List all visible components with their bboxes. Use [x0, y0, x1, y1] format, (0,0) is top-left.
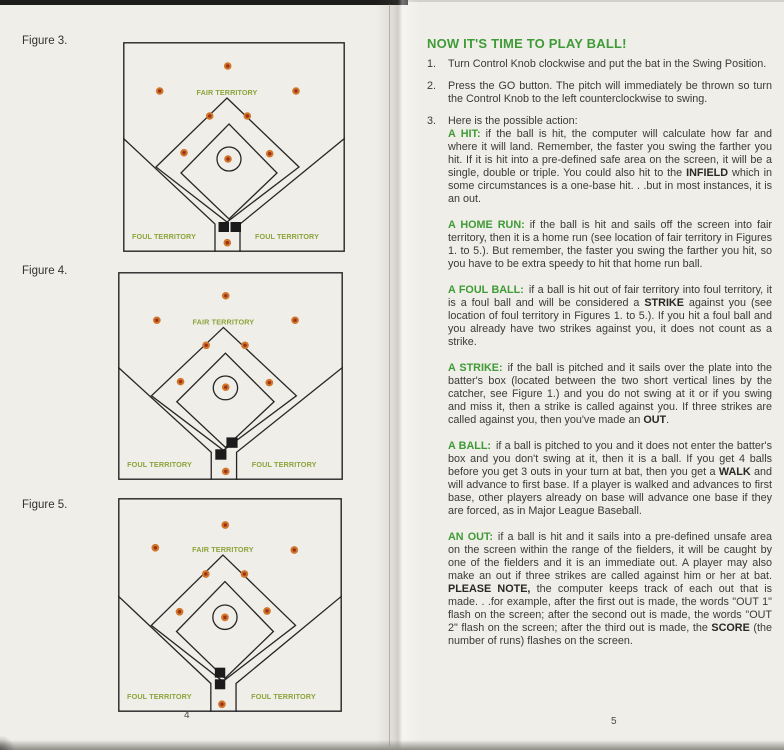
step-number: 1.: [427, 58, 437, 70]
body-text: which in some circumstances is a one-base hit. . .but in most instances, it is an out.: [448, 167, 772, 205]
fielder-dot-core: [220, 703, 223, 706]
body-text: if the ball is hit and sails off the screen into fair territory, then it is a home run (see location of fair territory in Figures 1. to 5.). But remember, the faster you swing the farther you hit, so you have to be extra speedy to hit that home run ball.: [448, 219, 773, 270]
field-border: [119, 499, 341, 711]
step-item-3: [427, 115, 772, 128]
emphasis-text: WALK: [718, 466, 751, 478]
fielder-dot-core: [293, 319, 296, 322]
instructions-column: [427, 36, 772, 648]
fielder-dot-core: [179, 380, 182, 383]
section-heading: A HIT:: [448, 128, 481, 140]
field-diagram-3: [123, 42, 345, 252]
field-border: [124, 43, 344, 251]
field-diagram-5: [118, 498, 342, 712]
fielder-dot-core: [224, 386, 227, 389]
emphasis-text: OUT: [643, 414, 667, 426]
action-section: [448, 284, 772, 349]
step-item-1: [427, 58, 772, 71]
fielder-dot-core: [155, 319, 158, 322]
step-number: 2.: [427, 80, 437, 92]
body-text: if a ball is pitched to you and it does not enter the batter's box and you don't swing at it, then it is a ball. If you get 4 balls before you get 3 outs in your turn at bat, then you get a: [448, 440, 772, 478]
right-page-number: 5: [611, 716, 617, 727]
fielder-dot-core: [158, 89, 161, 92]
batter-box: [231, 222, 242, 232]
page-crease-shadow: [376, 0, 420, 750]
steps-list: [427, 58, 772, 128]
step-text: Turn Control Knob clockwise and put the bat in the Swing Position.: [448, 58, 767, 70]
foul-territory-right-label: FOUL TERRITORY: [255, 232, 319, 241]
foul-territory-right-label: FOUL TERRITORY: [251, 691, 316, 701]
fair-territory-label: FAIR TERRITORY: [196, 88, 258, 97]
step-number: 3.: [427, 115, 437, 127]
fielder-dot-core: [178, 610, 181, 613]
page-crease-line: [389, 4, 390, 746]
fielder-dot-core: [265, 609, 268, 612]
fielder-dot-core: [294, 89, 297, 92]
action-section: [448, 362, 772, 427]
fielder-dot-core: [226, 64, 229, 67]
fielder-dot-core: [224, 294, 227, 297]
batter-box: [215, 679, 225, 689]
action-section: [448, 531, 772, 648]
action-section: [448, 440, 772, 518]
body-text: (the number of runs) flashes on the screen.: [448, 622, 772, 647]
field-diagram-4: [118, 272, 343, 480]
fielder-dot-core: [243, 344, 246, 347]
section-heading: AN OUT:: [448, 531, 493, 543]
section-heading: A BALL:: [448, 440, 492, 452]
body-text: if a ball is hit out of fair territory into foul territory, it is a foul ball and will be considered a: [448, 284, 772, 309]
foul-territory-left-label: FOUL TERRITORY: [132, 232, 196, 241]
fielder-dot-core: [182, 151, 185, 154]
fielder-dot-core: [204, 572, 207, 575]
body-text: against you (see location of foul territory in Figures 1. to 5.). If you hit a foul ball and you already have two strikes against you, it does not count as a strike.: [448, 297, 772, 348]
fielder-dot-core: [226, 157, 229, 160]
body-text: and will advance to first base. If a player is walked and advances to first base, other players already on base will advance one base if they are forced, as in Major League Baseball.: [448, 466, 773, 517]
step-text: Here is the possible action:: [448, 115, 578, 127]
scan-corner-shadow: [0, 736, 16, 750]
fielder-dot-core: [268, 381, 271, 384]
fielder-dot-core: [224, 470, 227, 473]
step-text: Press the GO button. The pitch will immediately be thrown so turn the Control Knob to the left counterclockwise to swing.: [448, 80, 772, 105]
fielder-dot-core: [204, 344, 207, 347]
section-heading: A HOME RUN:: [448, 219, 525, 231]
emphasis-text: INFIELD: [686, 167, 729, 179]
fielder-dot-core: [226, 241, 229, 244]
fielder-dot-core: [154, 546, 157, 549]
figure-label-4: Figure 4.: [22, 265, 68, 277]
foul-territory-left-label: FOUL TERRITORY: [127, 691, 192, 701]
left-page-number: 4: [184, 710, 190, 721]
step-item-2: [427, 80, 772, 106]
fair-territory-label: FAIR TERRITORY: [192, 317, 255, 327]
foul-territory-left-label: FOUL TERRITORY: [127, 460, 192, 470]
fielder-dot-core: [224, 523, 227, 526]
body-text: if the ball is pitched and it sails over the plate into the batter's box (located between the two short vertical lines by the catcher, see Figure 1.) and you do not swing at it or if you swing and miss it, then a strike is called against you. If three strikes are called against you, then you've made an: [448, 362, 772, 426]
action-sections: [448, 128, 772, 648]
body-text: the computer keeps track of each out that is made. . .for example, after the first out is made, the words "OUT 1" flash on the screen; after the second out is made, the words "OUT 2" flash on the screen; after the third out is made, the: [448, 583, 772, 634]
foul-territory-right-label: FOUL TERRITORY: [251, 460, 317, 470]
fielder-dot-core: [223, 616, 226, 619]
page-title: NOW IT'S TIME TO PLAY BALL!: [427, 36, 627, 51]
fielder-dot-core: [243, 572, 246, 575]
emphasis-text: PLEASE NOTE,: [448, 583, 531, 595]
action-section: [448, 219, 772, 271]
fair-territory-label: FAIR TERRITORY: [192, 544, 254, 555]
section-heading: A FOUL BALL:: [448, 284, 524, 296]
fielder-dot-core: [268, 152, 271, 155]
body-text: if the ball is hit, the computer will calculate how far and where it will land. Remember, the faster you swing the farther you hit. If it is hit into a pre-defined safe area on the screen, it will be a single, double or triple. You could also hit to the: [448, 128, 772, 179]
batter-box: [226, 437, 237, 447]
fielder-dot-core: [208, 114, 211, 117]
fielder-dot-core: [246, 114, 249, 117]
emphasis-text: STRIKE: [644, 297, 684, 309]
batter-box: [215, 668, 225, 678]
action-section: [448, 128, 772, 206]
scan-top-edge: [0, 0, 408, 5]
body-text: .: [666, 414, 670, 426]
batter-box: [215, 449, 226, 459]
fielder-dot-core: [293, 548, 296, 551]
scan-bottom-edge: [0, 740, 784, 750]
figure-label-5: Figure 5.: [22, 499, 68, 511]
section-heading: A STRIKE:: [448, 362, 503, 374]
figure-label-3: Figure 3.: [22, 35, 68, 47]
emphasis-text: SCORE: [711, 622, 750, 634]
field-border: [119, 273, 342, 479]
batter-box: [219, 222, 230, 232]
body-text: if a ball is hit and it sails into a pre-defined unsafe area on the screen within the range of the fielders, it will be caught by one of the fielders and it is an immediate out. A player may also make an out if three strikes are called against him or her at bat.: [448, 531, 772, 582]
